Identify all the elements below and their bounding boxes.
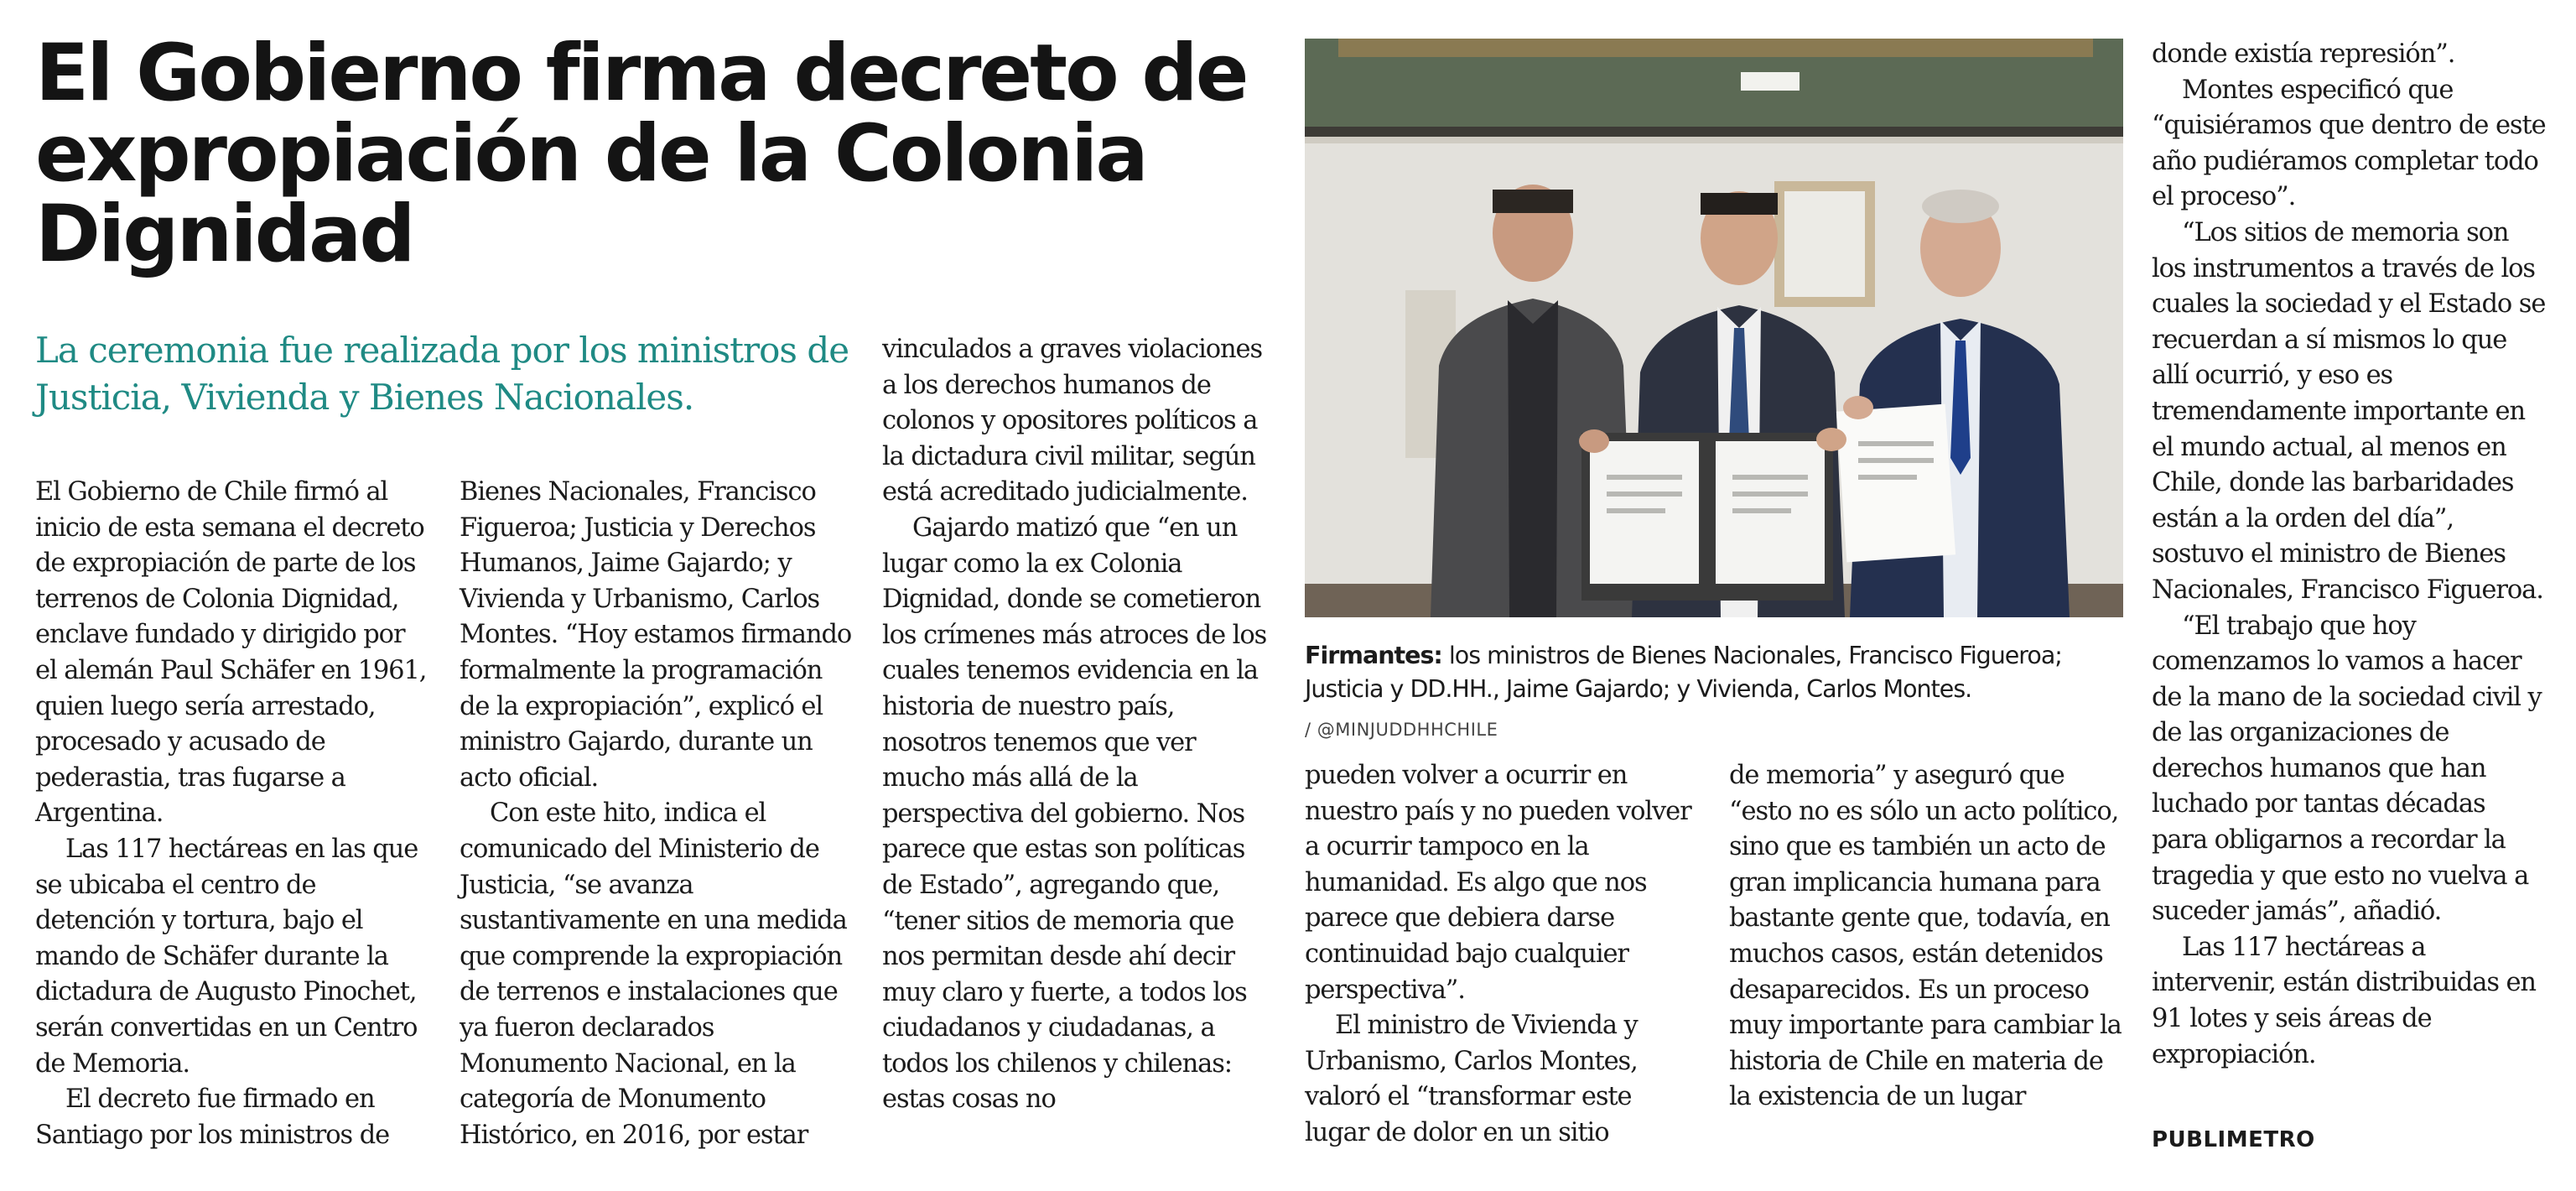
caption-lead: Firmantes: xyxy=(1305,642,1442,669)
source-signature: PUBLIMETRO xyxy=(2152,1127,2315,1152)
body-column-5 xyxy=(1729,758,2123,1116)
body-paragraph: “El trabajo que hoy comenzamos lo vamos a hacer de la mano de la sociedad civil y de las organizaciones de derechos humanos que han luchado por tantas décadas para obligarnos a recordar la tragedia y que esto no vuelva a suceder jamás”, añadió. xyxy=(2152,611,2542,927)
body-paragraph: Las 117 hectáreas en las que se ubicaba el centro de detención y tortura, bajo el mando de Schäfer durante la dictadura de Augusto Pinochet, serán convertidas en un Centro de Memoria. xyxy=(35,834,418,1079)
article-photo xyxy=(1305,39,2123,617)
body-paragraph: pueden volver a ocurrir en nuestro país y no pueden volver a ocurrir tampoco en la humanidad. Es algo que nos parece que debiera darse continuidad bajo cualquier perspectiva”. xyxy=(1305,761,1691,1005)
caption-text: los ministros de Bienes Nacionales, Francisco Figueroa; Justicia y DD.HH., Jaime Gajardo; y Vivienda, Carlos Montes. xyxy=(1305,642,2062,703)
body-paragraph: Con este hito, indica el comunicado del Ministerio de Justicia, “se avanza sustantivamente en una medida que comprende la expropiación de terrenos e instalaciones que ya fueron declarados Monumento Nacional, en la categoría de Monumento Histórico, en 2016, por estar xyxy=(460,798,847,1150)
deck-subtitle: La ceremonia fue realizada por los ministros de Justicia, Vivienda y Bienes Nacionales. xyxy=(35,330,849,418)
body-paragraph: de memoria” y aseguró que “esto no es sólo un acto político, sino que es también un acto de gran implicancia humana para bastante gente que, todavía, en muchos casos, están detenidos desaparecidos. Es un proceso muy importante para cambiar la historia de Chile en materia de la existencia de un lugar xyxy=(1729,761,2122,1112)
body-paragraph: Las 117 hectáreas a intervenir, están distribuidas en 91 lotes y seis áreas de expropiación. xyxy=(2152,932,2536,1069)
photo-caption xyxy=(1305,639,2135,706)
body-column-2 xyxy=(460,475,852,1153)
body-column-6 xyxy=(2152,37,2546,1073)
body-paragraph: “Los sitios de memoria son los instrumentos a través de los cuales la sociedad y el Estado se recuerdan a sí mismos lo que allí ocurrió, y eso es tremendamente importante en el mundo actual, al menos en Chile, donde las barbaridades están a la orden del día”, sostuvo el ministro de Bienes Nacionales, Francisco Figueroa. xyxy=(2152,217,2546,605)
body-paragraph: Bienes Nacionales, Francisco Figueroa; Justicia y Derechos Humanos, Jaime Gajardo; y Vivienda y Urbanismo, Carlos Montes. “Hoy estamos firmando formalmente la programación de la expropiación”, explicó el ministro Gajardo, durante un acto oficial. xyxy=(460,477,852,793)
headline: El Gobierno firma decreto de expropiación de la Colonia Dignidad xyxy=(35,28,1247,280)
body-paragraph: El decreto fue firmado en Santiago por los ministros de xyxy=(35,1084,390,1150)
body-paragraph: Montes especificó que “quisiéramos que dentro de este año pudiéramos completar todo el proceso”. xyxy=(2152,75,2546,212)
body-paragraph: El Gobierno de Chile firmó al inicio de esta semana el decreto de expropiación de parte de los terrenos de Colonia Dignidad, enclave fundado y dirigido por el alemán Paul Schäfer en 1961, quien luego sería arrestado, procesado y acusado de pederastia, tras fugarse a Argentina. xyxy=(35,477,427,829)
body-paragraph: El ministro de Vivienda y Urbanismo, Carlos Montes, valoró el “transformar este lugar de dolor en un sitio xyxy=(1305,1011,1638,1147)
photo-credit: / @MINJUDDHHCHILE xyxy=(1305,720,1498,740)
body-column-1 xyxy=(35,475,429,1153)
body-paragraph: donde existía represión”. xyxy=(2152,39,2455,69)
body-paragraph: Gajardo matizó que “en un lugar como la ex Colonia Dignidad, donde se cometieron los crímenes más atroces de los cuales tenemos evidencia en la historia de nuestro país, nosotros tenemos que ver mucho más allá de la perspectiva del gobierno. Nos parece que estas son políticas de Estado”, agregando que, “tener sitios de memoria que nos permitan desde ahí decir muy claro y fuerte, a todos los ciudadanos y ciudadanas, a todos los chilenos y chilenas: estas cosas no xyxy=(882,512,1267,1115)
body-column-3 xyxy=(882,332,1276,1118)
body-column-4 xyxy=(1305,758,1699,1152)
signing-ceremony-illustration xyxy=(1305,39,2123,617)
body-paragraph: vinculados a graves violaciones a los derechos humanos de colonos y opositores políticos a la dictadura civil militar, según está acreditado judicialmente. xyxy=(882,335,1263,507)
